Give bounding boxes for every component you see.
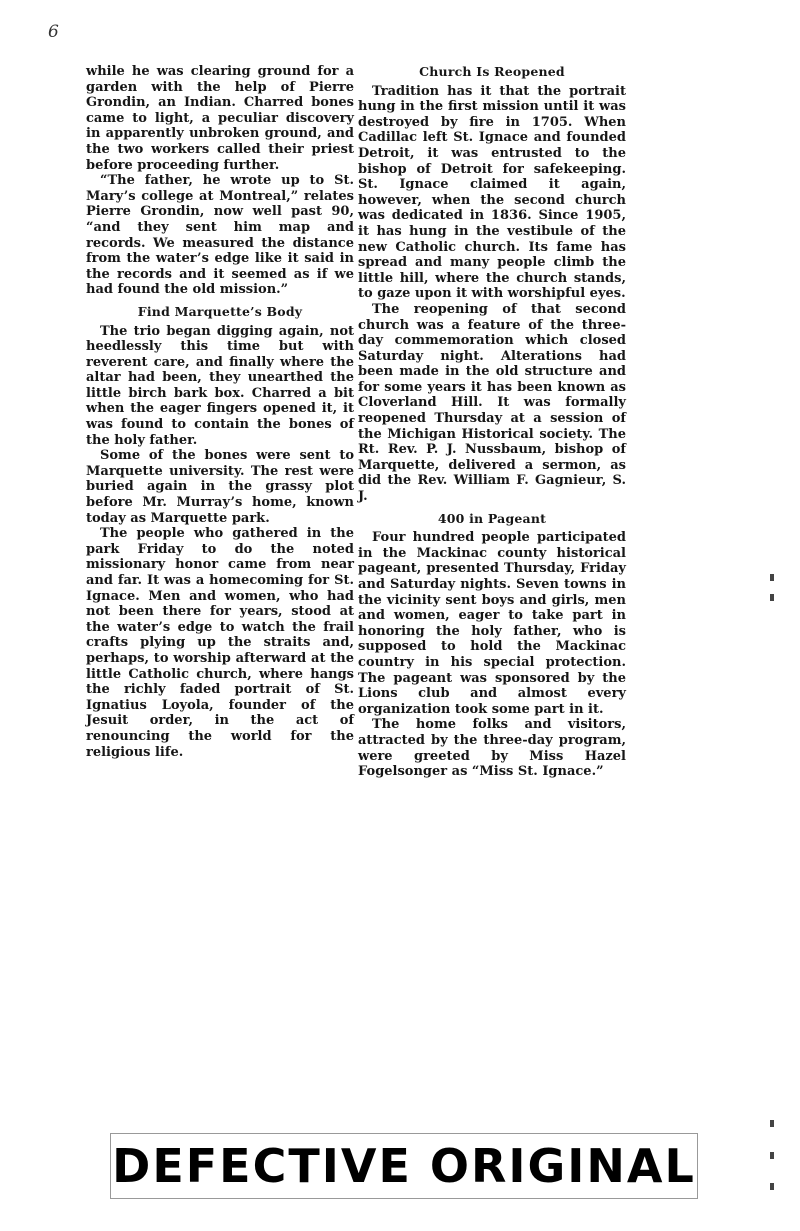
section-heading: Church Is Reopened — [419, 64, 565, 79]
paragraph: Four hundred people participated in the Mackinac county historical pageant, presented Thursday, Friday and Saturday nights. Seven towns in the vicinity sent boys and girls, men and women, eager to take part in honoring the holy father, who is supposed to hold the Mackinac country in his special protection. The pageant was sponsored by the Lions club and almost every organization took some part in it. — [358, 530, 626, 717]
article-column-left — [86, 64, 354, 760]
paragraph: Tradition has it that the portrait hung in the first mission until it was destroyed by fire in 1705. When Cadillac left St. Ignace and founded Detroit, it was entrusted to the bishop of Detroit for safekeeping. St. Ignace claimed it again, however, when the second church was dedicated in 1836. Since 1905, it has hung in the vestibule of the new Catholic church. Its fame has spread and many people climb the little hill, where the church stands, to gaze upon it with worshipful eyes. — [358, 83, 626, 302]
scan-artifact-mark — [770, 1152, 774, 1159]
scan-artifact-mark — [770, 1183, 774, 1190]
paragraph: while he was clearing ground for a garden with the help of Pierre Grondin, an Indian. Charred bones came to light, a peculiar discovery in apparently unbroken ground, and the two workers called their priest before proceeding further. — [86, 64, 354, 173]
paragraph: The trio began digging again, not heedlessly this time but with reverent care, and finally where the altar had been, they unearthed the little birch bark box. Charred a bit when the eager fingers opened it, it was found to contain the bones of the holy father. — [86, 323, 354, 448]
paragraph: Some of the bones were sent to Marquette university. The rest were buried again in the grassy plot before Mr. Murray’s home, known today as Marquette park. — [86, 448, 354, 526]
scan-artifact-mark — [770, 1120, 774, 1127]
defective-original-stamp — [110, 1133, 698, 1199]
article-column-right — [358, 64, 626, 780]
paragraph: The reopening of that second church was a feature of the three-day commemoration which closed Saturday night. Alterations had been made in the old structure and for some years it has been known as Cloverland Hill. It was formally reopened Thursday at a session of the Michigan Historical society. The Rt. Rev. P. J. Nussbaum, bishop of Marquette, delivered a sermon, as did the Rev. William F. Gagnieur, S. J. — [358, 301, 626, 505]
paragraph: The home folks and visitors, attracted by the three-day program, were greeted by Miss Hazel Fogelsonger as “Miss St. Ignace.” — [358, 717, 626, 780]
scan-artifact-mark — [770, 574, 774, 581]
paragraph: The people who gathered in the park Friday to do the noted missionary honor came from near and far. It was a homecoming for St. Ignace. Men and women, who had not been there for years, stood at the water’s edge to watch the frail crafts plying up the straits and, perhaps, to worship afterward at the little Catholic church, where hangs the richly faded portrait of St. Ignatius Loyola, founder of the Jesuit order, in the act of renouncing the world for the religious life. — [86, 526, 354, 760]
page-number: 6 — [48, 22, 59, 42]
paragraph: “The father, he wrote up to St. Mary’s college at Montreal,” relates Pierre Grondin, now well past 90, “and they sent him map and records. We measured the distance from the water’s edge like it said in the records and it seemed as if we had found the old mission.” — [86, 173, 354, 298]
section-heading: 400 in Pageant — [437, 510, 547, 526]
section-heading: Find Marquette’s Body — [137, 303, 303, 319]
stamp-text: DEFECTIVE ORIGINAL — [112, 1139, 696, 1193]
scan-artifact-mark — [770, 594, 774, 601]
